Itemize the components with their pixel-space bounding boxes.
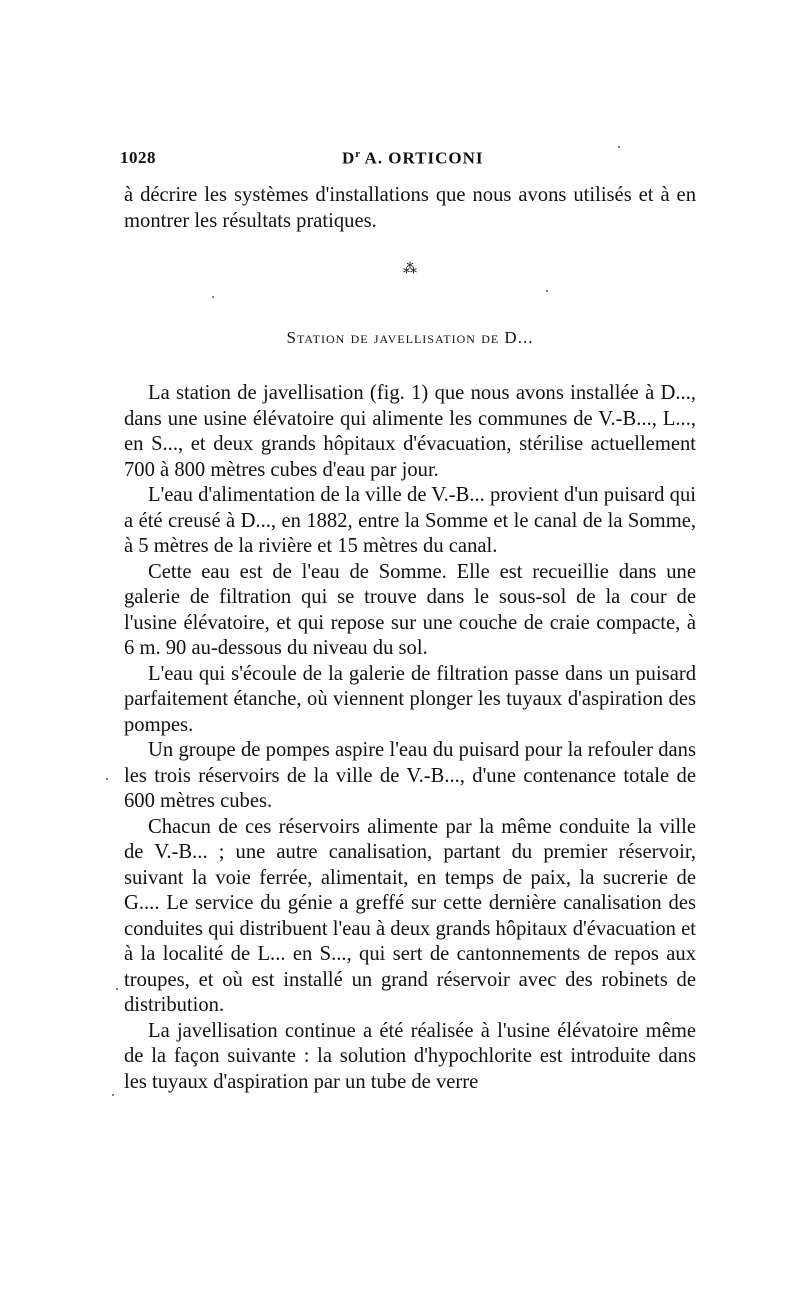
paragraph: L'eau qui s'écoule de la galerie de filtration passe dans un puisard parfaitement étanche, où viennent plonger les tuyaux d'aspiration des pompes.	[124, 662, 696, 736]
speck	[618, 146, 620, 148]
speck	[112, 1094, 114, 1096]
continuation-paragraph: à décrire les systèmes d'installations que nous avons utilisés et à en montrer les résultats pratiques.	[124, 184, 696, 232]
paragraph: La javellisation continue a été réalisée à l'usine élévatoire même de la façon suivante : la solution d'hypochlorite est introduite dans les tuyaux d'aspiration par un tube de verre	[124, 1019, 696, 1093]
section-asterism: ⁂	[403, 262, 417, 277]
running-head	[342, 148, 484, 169]
speck	[212, 296, 214, 298]
author-name: A. ORTICONI	[364, 148, 484, 168]
paragraph: Un groupe de pompes aspire l'eau du puisard pour la refouler dans les trois réservoirs de la ville de V.-B..., d'une contenance totale de 600 mètres cubes.	[124, 739, 696, 812]
paragraph: Cette eau est de l'eau de Somme. Elle est recueillie dans une galerie de filtration qui se trouve dans le sous-sol de la cour de l'usine élévatoire, et qui repose sur une couche de craie compacte, à 6 m. 90 au-dessous du niveau du sol.	[124, 560, 696, 659]
page-number: 1028	[120, 148, 156, 167]
author-prefix: D	[342, 148, 356, 168]
speck	[116, 988, 118, 990]
speck	[106, 778, 108, 780]
section-body	[124, 381, 696, 1095]
page-header	[120, 148, 695, 172]
paragraph: L'eau d'alimentation de la ville de V.-B... provient d'un puisard qui a été creusé à D..., en 1882, entre la Somme et le canal de la Somme, à 5 mètres de la rivière et 15 mètres du canal.	[124, 484, 696, 557]
continuation-text-block	[124, 183, 696, 234]
author-prefix-superscript: r	[355, 148, 361, 160]
paragraph: Chacun de ces réservoirs alimente par la même conduite la ville de V.-B... ; une autre canalisation, partant du premier réservoir, suivant la voie ferrée, alimentait, en temps de paix, la sucrerie de G.... Le service du génie a greffé sur cette dernière canalisation des conduites qui distribuent l'eau à deux grands hôpitaux d'évacuation et à la localité de L... en S..., qui sert de cantonnements de repos aux troupes, et où est installé un grand réservoir avec des robinets de distribution.	[124, 815, 696, 1016]
speck	[546, 290, 548, 292]
section-title: Station de javellisation de D...	[286, 328, 534, 347]
paragraph: La station de javellisation (fig. 1) que nous avons installée à D..., dans une usine élévatoire qui alimente les communes de V.-B..., L..., en S..., et deux grands hôpitaux d'évacuation, stérilise actuellement 700 à 800 mètres cubes d'eau par jour.	[124, 382, 696, 481]
